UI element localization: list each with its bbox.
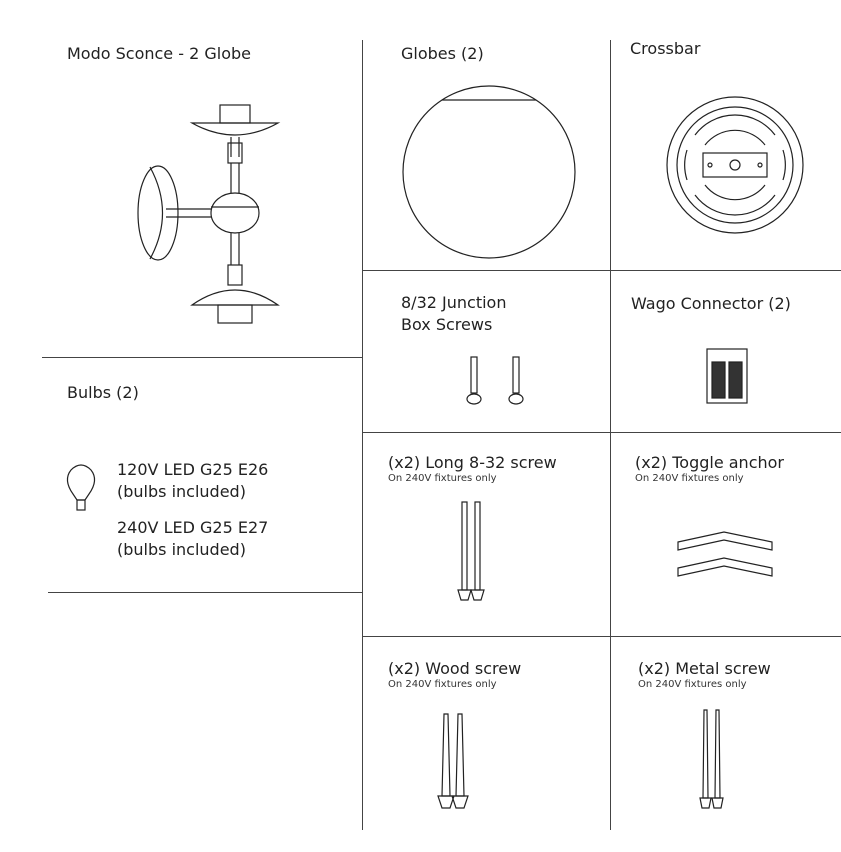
metal-screw-note: On 240V fixtures only [638,679,747,690]
junction-screws-illustration [462,355,532,407]
toggle-anchor-note: On 240V fixtures only [635,473,744,484]
sconce-illustration [130,95,280,330]
bulb-spec-120v: 120V LED G25 E26 [117,460,269,479]
bulbs-title: Bulbs (2) [67,383,139,402]
divider [362,636,841,637]
divider [610,40,611,830]
crossbar-title: Crossbar [630,39,701,58]
wago-title: Wago Connector (2) [631,294,791,313]
globe-illustration [400,80,580,260]
long-screw-title: (x2) Long 8-32 screw [388,453,557,472]
crossbar-illustration [665,95,805,235]
divider [362,432,841,433]
sconce-title: Modo Sconce - 2 Globe [67,44,251,63]
junction-title-2: Box Screws [401,315,493,334]
metal-screw-title: (x2) Metal screw [638,659,771,678]
bulb-spec-240v: 240V LED G25 E27 [117,518,269,537]
toggle-anchor-illustration [676,530,776,580]
wood-screw-illustration [438,712,472,812]
toggle-anchor-title: (x2) Toggle anchor [635,453,784,472]
metal-screw-illustration [698,708,728,812]
bulb-icon [65,462,97,514]
bulb-note-120v: (bulbs included) [117,482,246,501]
bulb-note-240v: (bulbs included) [117,540,246,559]
wood-screw-note: On 240V fixtures only [388,679,497,690]
long-screw-note: On 240V fixtures only [388,473,497,484]
divider [48,592,362,593]
junction-title-1: 8/32 Junction [401,293,507,312]
wago-connector-illustration [706,348,748,404]
long-screw-illustration [455,500,495,605]
wood-screw-title: (x2) Wood screw [388,659,522,678]
divider [362,40,363,830]
divider [42,357,362,358]
divider [362,270,841,271]
globes-title: Globes (2) [401,44,484,63]
